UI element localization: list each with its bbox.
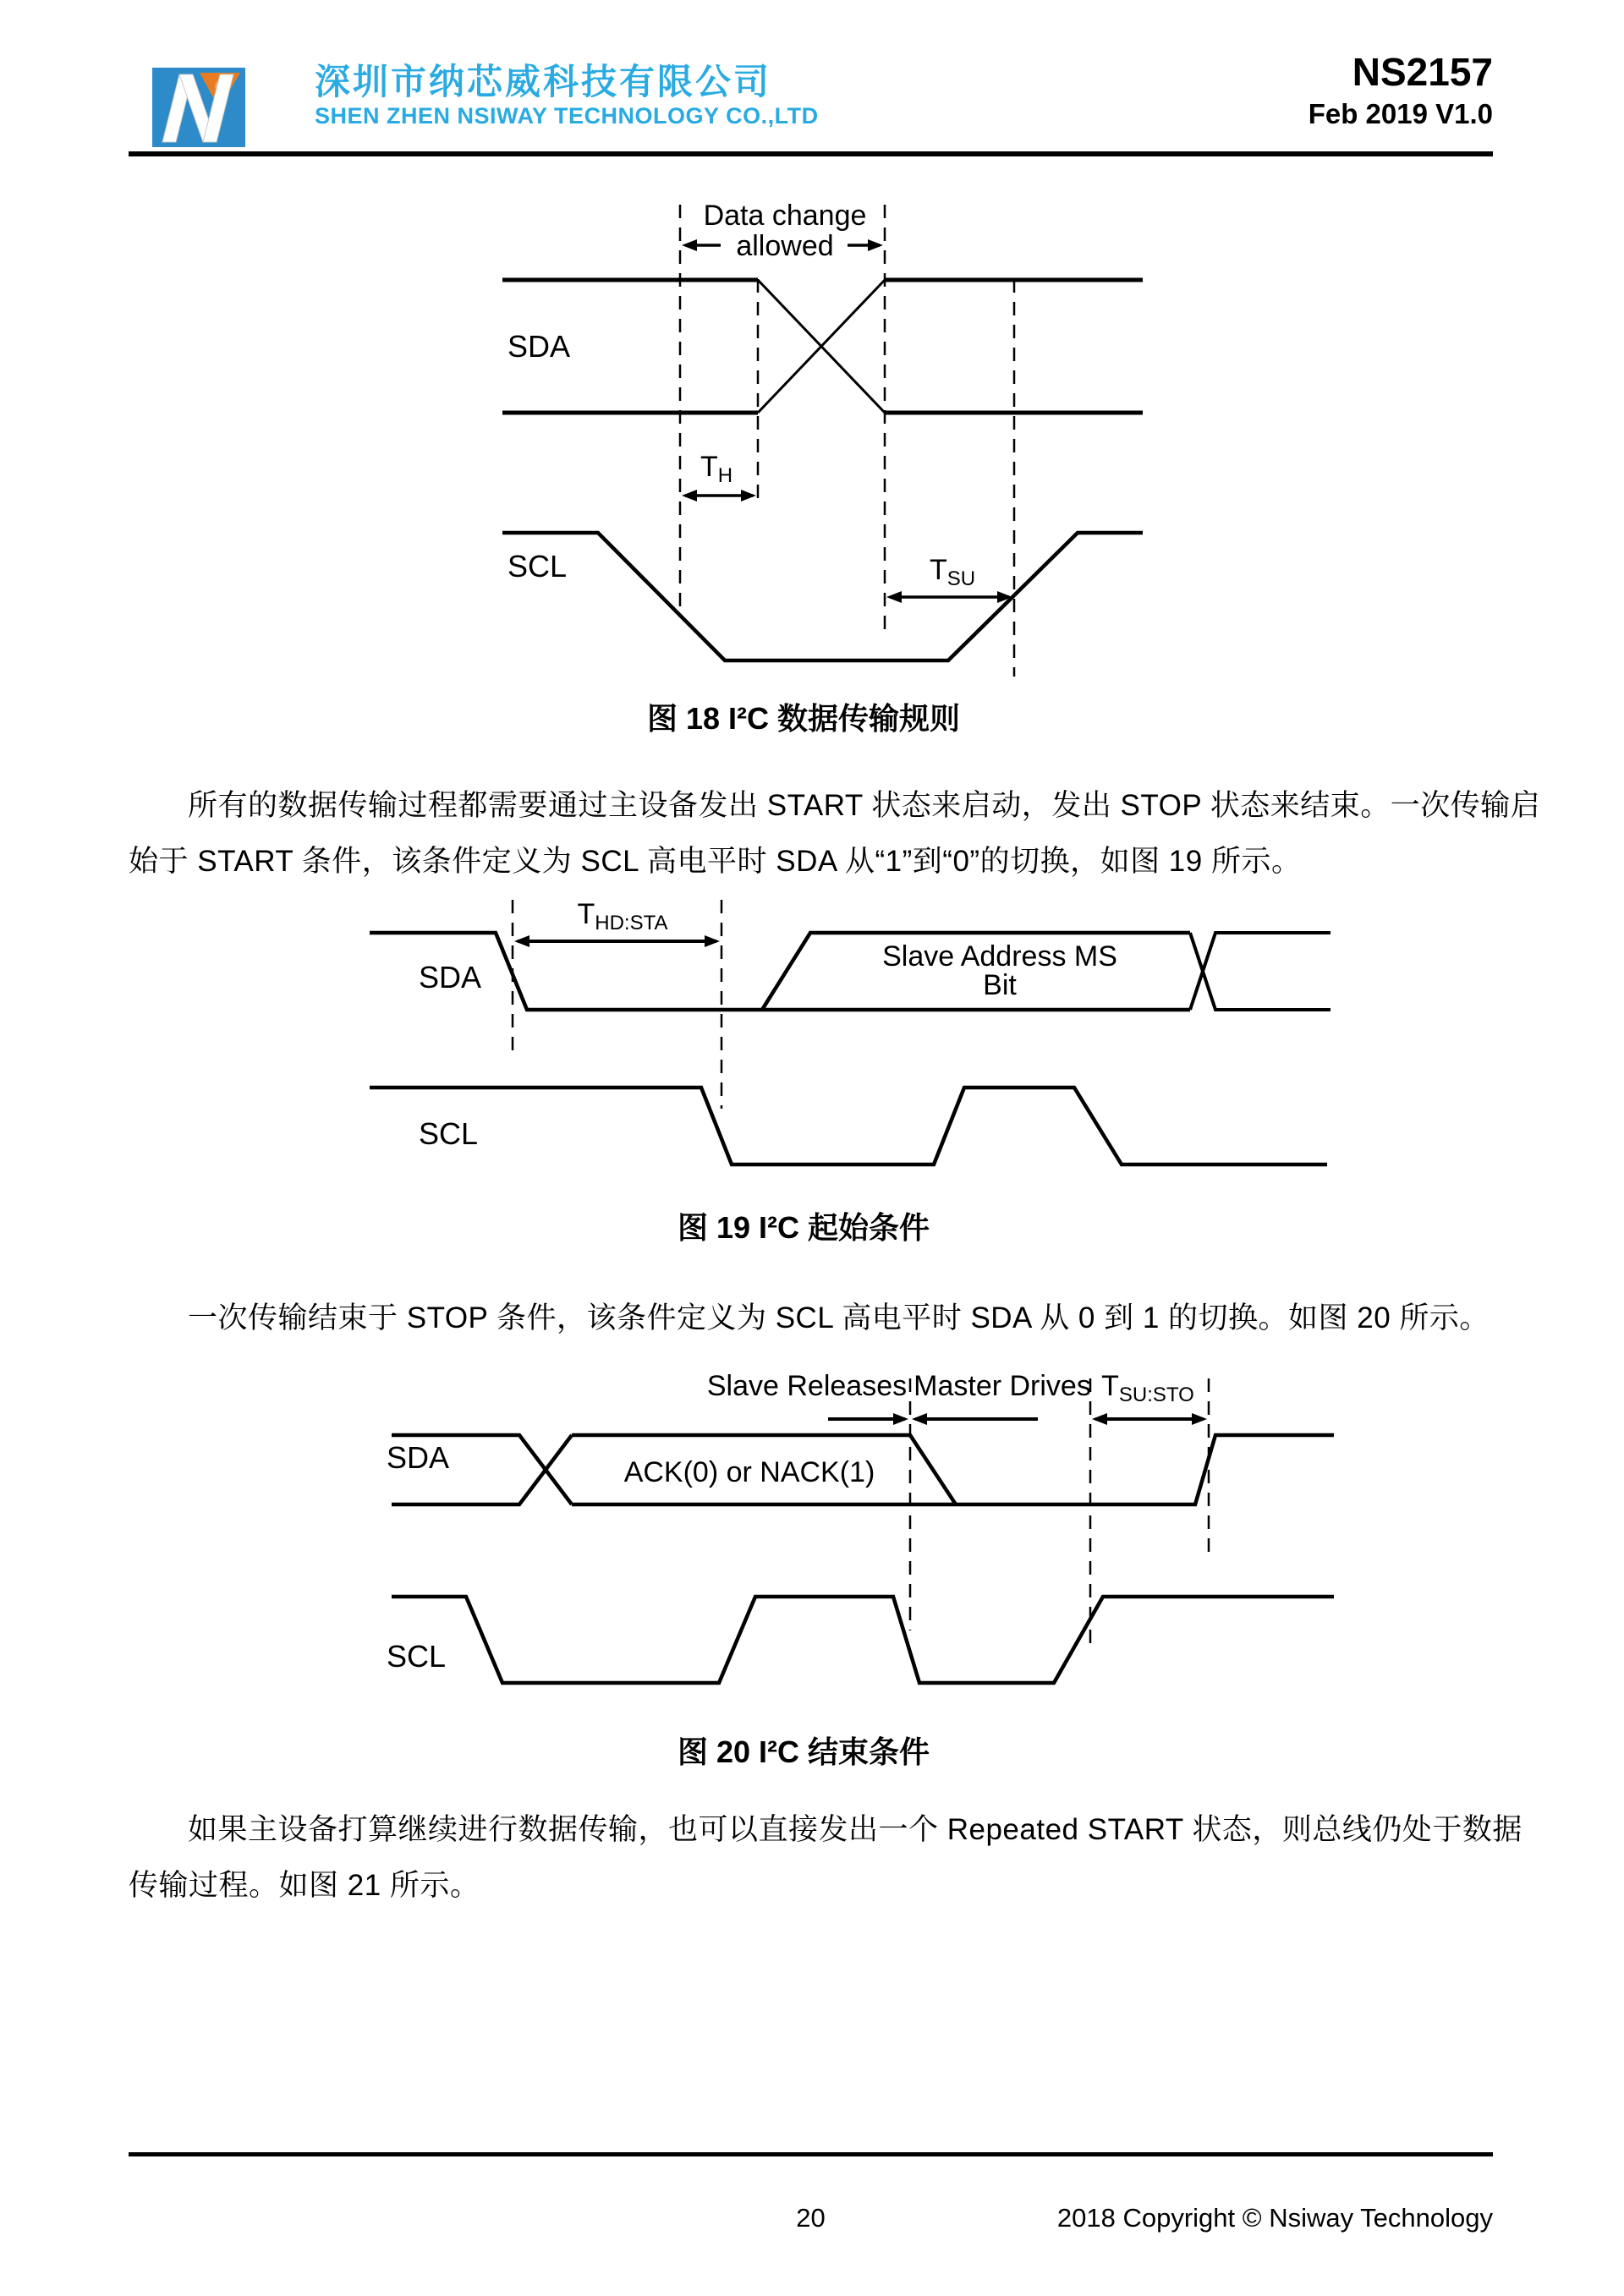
arrow-left-head	[682, 239, 697, 251]
figure-20-timing-diagram	[355, 1353, 1370, 1708]
figure-19-caption: 图 19 I²C 起始条件	[677, 1210, 930, 1245]
paragraph-text: 始于 START 条件，该条件定义为 SCL 高电平时 SDA 从“1”到“0”的切换，如图 19 所示。	[129, 845, 1302, 878]
copyright-notice: 2018 Copyright © Nsiway Technology	[1056, 2203, 1493, 2233]
header-rule	[129, 151, 1493, 156]
bus-state-label: Bit	[983, 969, 1017, 1001]
paragraph-text: 如果主设备打算继续进行数据传输，也可以直接发出一个 Repeated START 状态，则总线仍处于数据	[188, 1813, 1522, 1846]
th-label: $T_H$	[700, 451, 733, 487]
arrow-right-head	[868, 239, 883, 251]
sda-signal-label: SDA	[508, 329, 571, 364]
figure-18-timing-diagram	[474, 195, 1150, 681]
paragraph-text: 一次传输结束于 STOP 条件，该条件定义为 SCL 高电平时 SDA 从 0 到 1 的切换。如图 20 所示。	[188, 1301, 1490, 1334]
figure-19-timing-diagram	[355, 888, 1353, 1171]
footer-rule	[129, 2152, 1493, 2156]
data-change-annotation: Data change	[703, 200, 867, 232]
nsiway-logo-icon	[152, 68, 245, 147]
thdsta-arrow-head	[514, 935, 529, 947]
page-number: 20	[796, 2203, 826, 2233]
tsu-label: $T_{SU}$	[929, 554, 976, 590]
figure-20-caption: 图 20 I²C 结束条件	[677, 1734, 930, 1769]
thdsta-label: $T_{HD:STA}$	[577, 898, 668, 934]
sda-signal-label: SDA	[387, 1440, 450, 1475]
master-drives-label: Master Drives	[914, 1370, 1091, 1402]
company-name-cn: 深圳市纳芯威科技有限公司	[315, 62, 772, 101]
part-number: NS2157	[1352, 50, 1493, 94]
bus-state-label: Slave Address MS	[882, 940, 1117, 973]
tsusto-arrow-head	[1192, 1413, 1207, 1425]
scl-signal-label: SCL	[419, 1116, 479, 1151]
document-revision: Feb 2019 V1.0	[1308, 98, 1493, 129]
thdsta-arrow-head	[705, 935, 720, 947]
scl-signal-label: SCL	[387, 1639, 447, 1674]
paragraph-text: 传输过程。如图 21 所示。	[129, 1869, 480, 1902]
th-arrow-head	[682, 490, 697, 501]
sda-signal-label: SDA	[419, 960, 482, 995]
th-arrow-head	[741, 490, 756, 501]
tsusto-label: $T_{SU:STO}$	[1101, 1370, 1194, 1406]
ack-nack-label: ACK(0) or NACK(1)	[623, 1456, 875, 1488]
master-drives-arrow-head	[912, 1413, 927, 1425]
scl-waveform	[392, 1597, 1334, 1683]
slave-releases-arrow-head	[893, 1413, 908, 1425]
figure-18-caption: 图 18 I²C 数据传输规则	[646, 701, 961, 736]
slave-releases-label: Slave Releases	[706, 1370, 908, 1402]
company-name-en: SHEN ZHEN NSIWAY TECHNOLOGY CO.,LTD	[315, 103, 819, 129]
company-logo	[152, 68, 245, 147]
scl-waveform	[502, 533, 1143, 660]
scl-waveform	[370, 1088, 1327, 1164]
tsu-arrow-head	[886, 591, 902, 603]
scl-signal-label: SCL	[508, 549, 568, 584]
data-change-annotation: allowed	[736, 230, 834, 262]
paragraph-text: 所有的数据传输过程都需要通过主设备发出 START 状态来启动，发出 STOP 状态来结束。一次传输启	[188, 789, 1541, 822]
tsusto-arrow-head	[1092, 1413, 1107, 1425]
